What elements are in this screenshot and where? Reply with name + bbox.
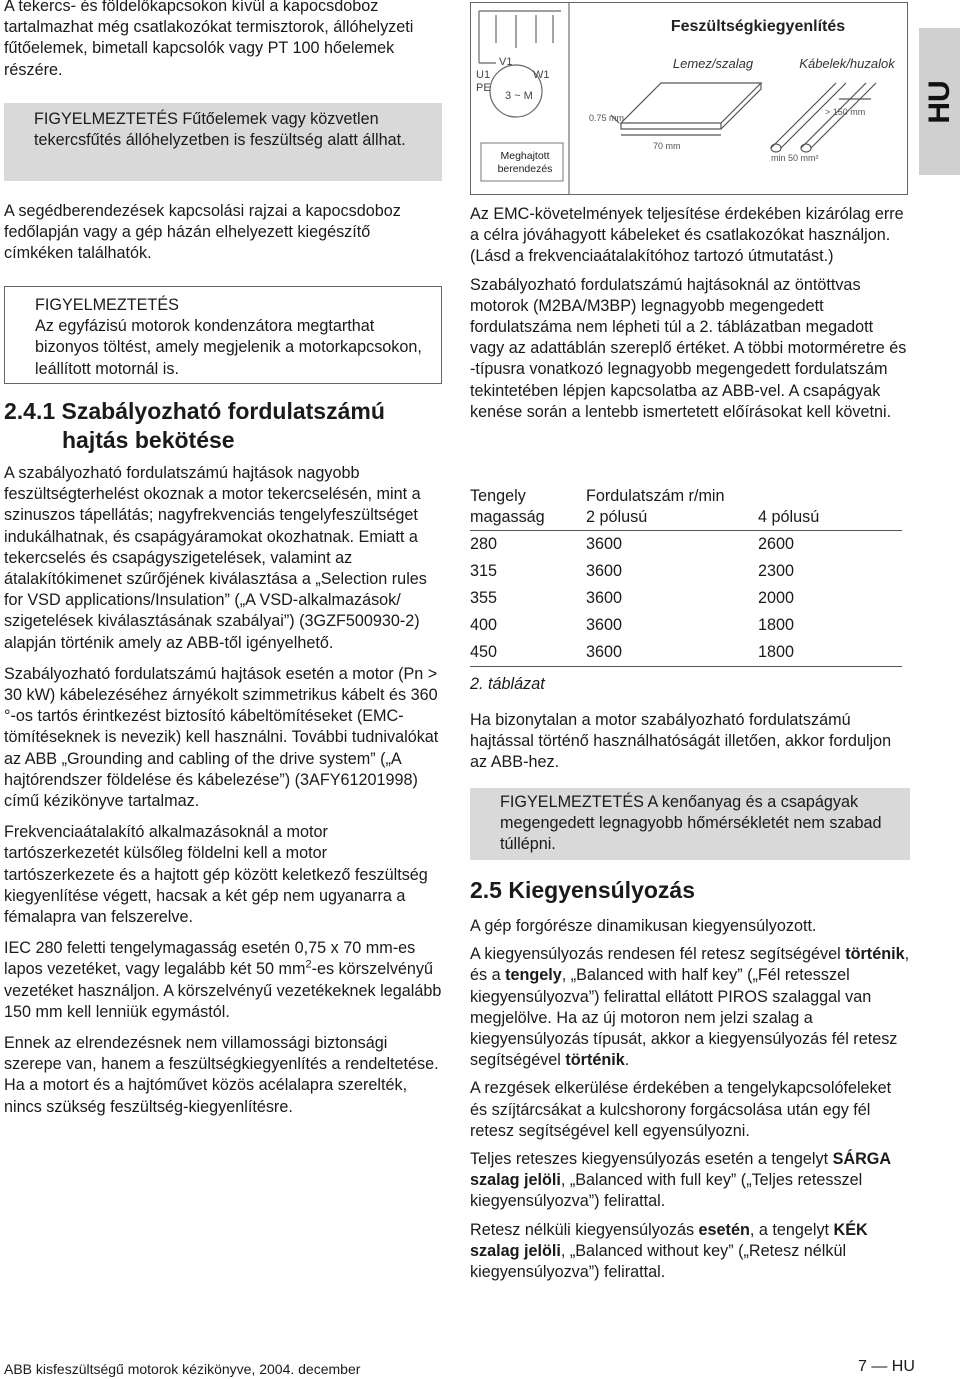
warning-box-capacitor <box>4 286 442 384</box>
table-row: 355 3600 2000 <box>470 589 795 607</box>
section-number: 2.4.1 <box>4 398 56 424</box>
speed-table <box>470 484 902 694</box>
language-tab <box>919 28 960 175</box>
paragraph: A kiegyensúlyozás rendesen fél retesz segítségével történik, és a tengely, „Balanced with half key” („Fél retesszel kiegyensúlyozva”) felirattal ellátott PIROS szalaggal van megjelölve. Ha az új motoron nem jelzi szalag a kiegyensúlyozás típusát, akkor a kiegyensúlyozás fél retesz segítségével történik. <box>470 945 910 1070</box>
table-caption: 2. táblázat <box>470 675 545 693</box>
aux-paragraph: A segédberendezések kapcsolási rajzai a kapocsdoboz fedőlapján vagy a gép házán elhelyezett kiegészítő címkéken találhatók. <box>4 202 401 263</box>
paragraph: Frekvenciaátalakító alkalmazásoknál a motor tartószerkezetét külsőleg földelni kell a motor tartószerkezete és a hajtott gép között keletkező feszültség kiegyenlítése végett, hacsak a két gép nem ugyanarra a fémalapra van felszerelve. <box>4 823 428 927</box>
motor-label: 3 ~ M <box>505 90 533 102</box>
equipotential-figure <box>470 2 908 195</box>
label-driven-equipment: Meghajtott berendezés <box>497 150 553 175</box>
dim-length: > 150 mm <box>825 107 866 117</box>
table-row: 315 3600 2300 <box>470 562 795 580</box>
paragraph: Teljes reteszes kiegyensúlyozás esetén a tengelyt SÁRGA szalag jelöli, „Balanced with full key” („Teljes retesszel kiegyensúlyozva”) felirattal. <box>470 1150 891 1211</box>
section-heading-25: 2.5 Kiegyensúlyozás <box>470 877 695 903</box>
page-number: 7 — HU <box>858 1358 915 1375</box>
dim-thickness: 0.75 mm <box>589 113 625 123</box>
header-4pole: 4 pólusú <box>758 508 820 526</box>
warning-title: FIGYELMEZTETÉS <box>35 296 179 314</box>
paragraph: IEC 280 feletti tengelymagasság esetén 0,75 x 70 mm-es lapos vezetéket, vagy legalább két 50 $mm^2-es$ körszelvényű vezetéket használjon. A körszelvényű vezetékeknek legalább 150 mm kell lenniük egymástól. <box>4 939 442 1021</box>
warning-text: Az egyfázisú motorok kondenzátora megtarthat bizonyos töltést, amely megjelenik a motorkapcsokon, leállított motornál is. <box>35 317 422 378</box>
section-25-body <box>470 916 910 1283</box>
warning-box-heating <box>4 103 442 181</box>
section-title-line2: hajtás bekötése <box>62 427 235 453</box>
paragraph: A szabályozható fordulatszámú hajtások nagyobb feszültségterhelést okoznak a motor tekercselésén, mint a szinuszos tápellátás; nagyfrekvenciás tengelyfeszültséget indukálhatnak, és csapágyáramokat okozhatnak. Emiatt a tekercselés és csapágyszigetelések, valamint az átalakítókimenet szűrőjének kiválasztása a „Selection rules for VSD applications/Insulation” („A VSD-alkalmazások/ szigetelések kiválasztásának szabályai”) (3GZF500930-2) alapján történik amely az ABB-től igényelhető. <box>4 464 427 652</box>
intro-text: A tekercs- és földelőkapcsokon kívül a kapocsdoboz tartalmazhat még csatlakozókat termisztorok, állóhelyzeti fűtőelemek, bimetall kapcsolók vagy PT 100 hőelemek részére. <box>4 0 414 79</box>
right-column-text <box>470 204 910 423</box>
table-row: 450 3600 1800 <box>470 639 902 667</box>
dim-area: min 50 mm² <box>771 153 819 163</box>
label-plate: Lemez/szalag <box>672 56 754 71</box>
warning-title: FIGYELMEZTETÉS <box>34 110 178 128</box>
warning-title: FIGYELMEZTETÉS <box>500 793 644 811</box>
paragraph: Ennek az elrendezésnek nem villamossági biztonsági szerepe van, hanem a feszültségkiegyenlítés a rendeltetése. Ha a motort és a hajtóművet közös acélalapra szerelték, nincs szükség feszültség-kiegyenlítésre. <box>4 1034 439 1116</box>
header-speed: Fordulatszám r/min <box>586 487 725 505</box>
paragraph: Ha bizonytalan a motor szabályozható fordulatszámú hajtással történő használhatóságát illetően, akkor forduljon az ABB-hez. <box>470 711 892 772</box>
dim-width: 70 mm <box>653 141 681 151</box>
figure-title: Feszültségkiegyenlítés <box>670 18 846 35</box>
header-shaft-1: Tengely <box>470 487 526 505</box>
label-cables: Kábelek/huzalok <box>799 56 895 71</box>
warning-text: A kenőanyag és a csapágyak megengedett legnagyobb hőmérsékletét nem szabad túllépni. <box>500 793 882 854</box>
paragraph: Retesz nélküli kiegyensúlyozás esetén, a tengelyt KÉK szalag jelöli, „Balanced without key” („Retesz nélkül kiegyensúlyozva”) felirattal. <box>470 1220 868 1282</box>
right-column-text-2 <box>470 710 910 774</box>
table-row: 400 3600 1800 <box>470 616 795 634</box>
language-tab-label: HU <box>922 79 956 124</box>
section-title-line1: Szabályozható fordulatszámú <box>61 398 385 424</box>
table-row: 280 3600 2600 <box>470 535 795 553</box>
paragraph: Szabályozható fordulatszámú hajtásoknál az öntöttvas motorok (M2BA/M3BP) legnagyobb megengedett fordulatszáma nem lépheti túl a 2. táblázatban megadott vagy az adattáblán szereplő értéket. A többi motorméretre és -típusra vonatkozó legnagyobb megengedett fordulatszám tekintetében lépjen kapcsolatba az ABB-vel. A csapágyak kenése során a lentebb ismertetett előírásokat kell követni. <box>470 275 907 421</box>
section-241-body <box>4 463 442 1118</box>
terminal-w1: W1 <box>533 69 550 81</box>
paragraph: A rezgések elkerülése érdekében a tengelykapcsolófeleket és szíjtárcsákat a kulcshorony forgácsolása után egy fél retesz segítségével kell egyensúlyozni. <box>470 1079 892 1140</box>
warning-box-lubricant <box>470 788 910 860</box>
warning-text: Fűtőelemek vagy közvetlen tekercsfűtés állóhelyzetben is feszültség alatt állhat. <box>34 110 406 150</box>
section-heading-241 <box>4 397 444 455</box>
terminal-v1: V1 <box>499 56 513 68</box>
paragraph: Az EMC-követelmények teljesítése érdekében kizárólag erre a célra jóváhagyott kábeleket és csatlakozókat használjon. (Lásd a frekvenciaátalakítóhoz tartozó útmutatást.) <box>470 205 904 266</box>
terminal-pe: PE <box>476 82 491 94</box>
terminal-u1: U1 <box>476 69 491 81</box>
paragraph: A gép forgórésze dinamikusan kiegyensúlyozott. <box>470 917 817 935</box>
paragraph: Szabályozható fordulatszámú hajtások esetén a motor (Pn > 30 kW) kábelezéséhez árnyékolt szimmetrikus kábelt és 360 °-os tartós érintkezést biztosító kábeltömítéseket (EMC-tömítéseknek is nevezik) kell használni. További tudnivalókat az ABB „Grounding and cabling of the drive system” („A hajtórendszer földelése és kábelezése”) (3AFY61201998) című kézikönyve tartalmaz. <box>4 664 439 811</box>
header-2pole: 2 pólusú <box>586 508 648 526</box>
header-shaft-2: magasság <box>470 508 545 526</box>
footer-title: ABB kisfeszültségű motorok kézikönyve, 2004. december <box>4 1361 361 1377</box>
